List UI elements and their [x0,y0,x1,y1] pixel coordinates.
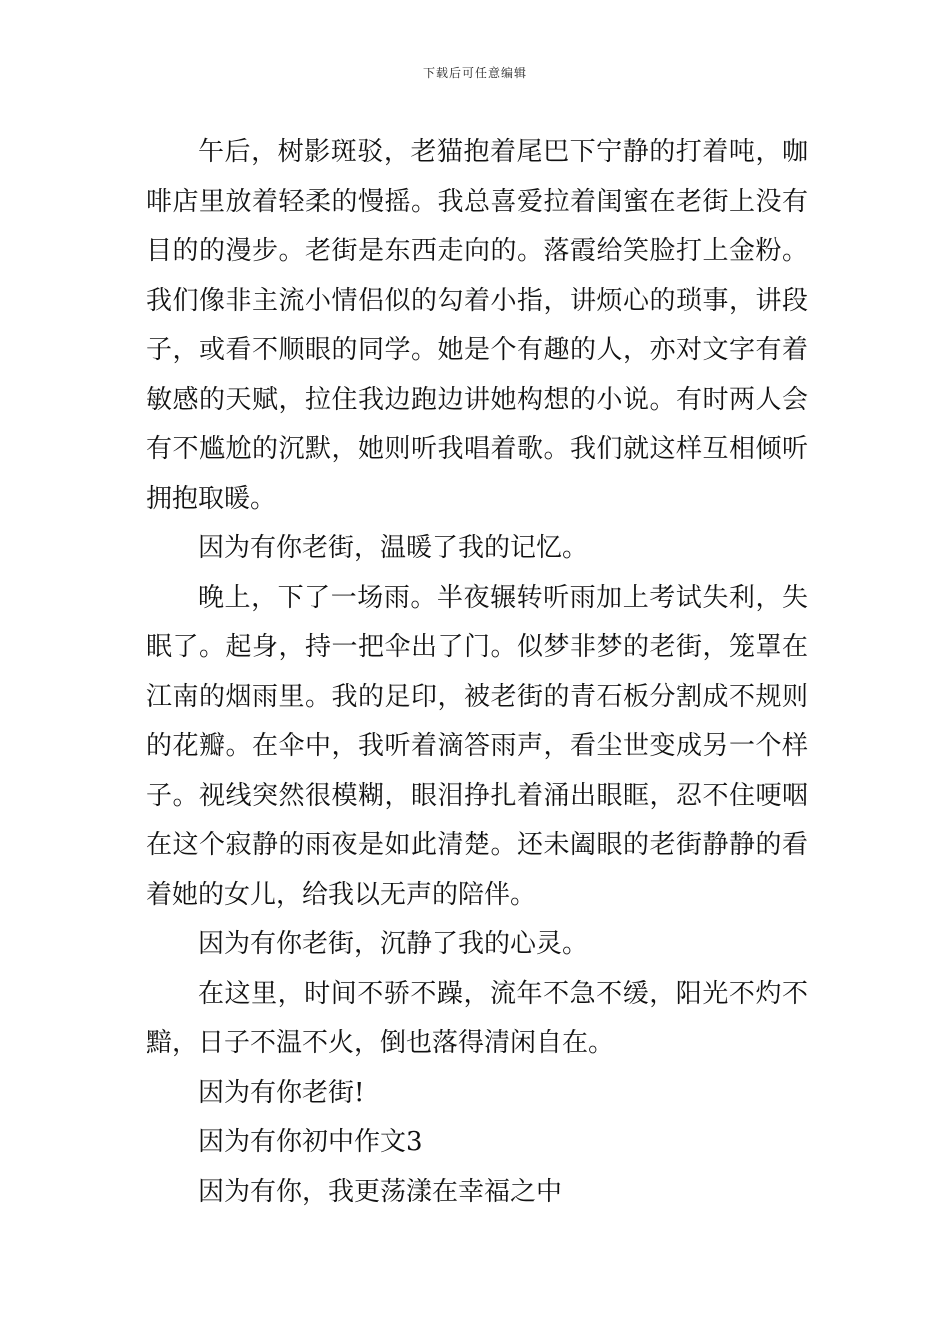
paragraph-because-of-you-old-street: 因为有你老街! [198,1077,365,1108]
paragraph-afternoon: 午后，树影斑驳，老猫抱着尾巴下宁静的打着吨，咖啡店里放着轻柔的慢摇。我总喜爱拉着闺蜜在老街上没有目的的漫步。老街是东西走向的。落霞给笑脸打上金粉。我们像非主流小情侣似的勾着小指，讲烦心的琐事，讲段子，或看不顺眼的同学。她是个有趣的人，亦对文字有着敏感的天赋，拉住我边跑边讲她构想的小说。有时两人会有不尴尬的沉默，她则听我唱着歌。我们就这样互相倾听拥抱取暖。 [146,137,808,514]
essay-title: 因为有你初中作文3 [198,1127,423,1157]
paragraph-night-rain: 晚上，下了一场雨。半夜辗转听雨加上考试失利，失眠了。起身，持一把伞出了门。似梦非梦的老街，笼罩在江南的烟雨里。我的足印，被老街的青石板分割成不规则的花瓣。在伞中，我听着滴答雨声，看尘世变成另一个样子。视线突然很模糊，眼泪挣扎着涌出眼眶，忍不住哽咽在这个寂静的雨夜是如此清楚。还未阖眼的老街静静的看着她的女儿，给我以无声的陪伴。 [146,582,808,910]
document-body [146,128,808,1217]
paragraph-time: 在这里，时间不骄不躁，流年不急不缓，阳光不灼不黯，日子不温不火，倒也落得清闲自在。 [146,978,808,1058]
page-header: 下载后可任意编辑 [422,66,527,80]
paragraph-warm-memory: 因为有你老街，温暖了我的记忆。 [198,533,589,563]
paragraph-calm-soul: 因为有你老街，沉静了我的心灵。 [198,929,589,959]
essay-opening-line: 因为有你，我更荡漾在幸福之中 [198,1176,563,1207]
